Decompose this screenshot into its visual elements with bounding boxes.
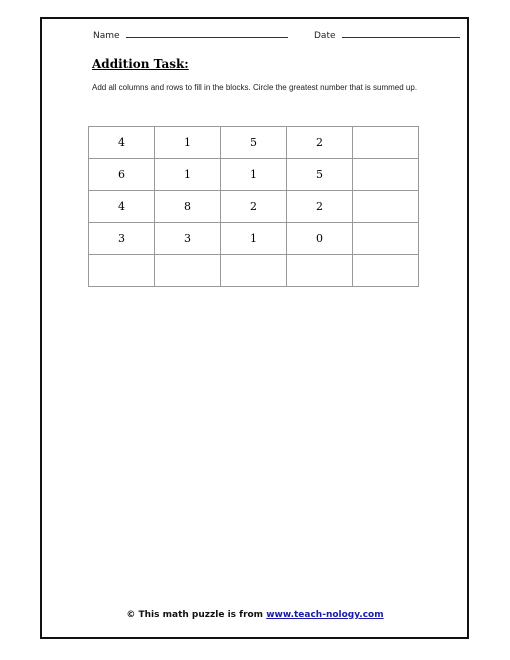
row-sum-cell[interactable] [353,159,419,191]
total-sum-cell[interactable] [353,255,419,287]
grid-cell: 4 [89,127,155,159]
date-field[interactable] [314,28,460,41]
grid-cell: 4 [89,191,155,223]
task-instructions: Add all columns and rows to fill in the blocks. Circle the greatest number that is summed up. [92,83,418,92]
grid-cell: 8 [155,191,221,223]
column-sum-cell[interactable] [221,255,287,287]
row-sum-cell[interactable] [353,191,419,223]
grid-row [89,191,419,223]
name-blank-line[interactable] [126,28,288,38]
grid-cell: 1 [221,223,287,255]
date-label: Date [314,31,336,41]
date-blank-line[interactable] [342,28,460,38]
column-sum-cell[interactable] [155,255,221,287]
task-title: Addition Task: [92,57,189,71]
column-sum-row [89,255,419,287]
grid-cell: 1 [155,159,221,191]
name-field[interactable] [93,28,288,41]
column-sum-cell[interactable] [287,255,353,287]
grid-cell: 3 [155,223,221,255]
grid-cell: 6 [89,159,155,191]
grid-cell: 0 [287,223,353,255]
addition-grid [88,126,419,287]
name-label: Name [93,31,120,41]
grid-cell: 1 [221,159,287,191]
footer-prefix: © This math puzzle is from [126,610,267,620]
row-sum-cell[interactable] [353,127,419,159]
column-sum-cell[interactable] [89,255,155,287]
grid-row [89,223,419,255]
page-border [40,17,469,639]
grid-cell: 5 [221,127,287,159]
grid-row [89,127,419,159]
row-sum-cell[interactable] [353,223,419,255]
footer-link[interactable]: www.teach-nology.com [266,610,384,620]
grid-cell: 3 [89,223,155,255]
grid-row [89,159,419,191]
grid-cell: 1 [155,127,221,159]
grid-cell: 2 [221,191,287,223]
grid-cell: 2 [287,191,353,223]
grid-cell: 5 [287,159,353,191]
footer-credit [0,610,510,620]
grid-cell: 2 [287,127,353,159]
